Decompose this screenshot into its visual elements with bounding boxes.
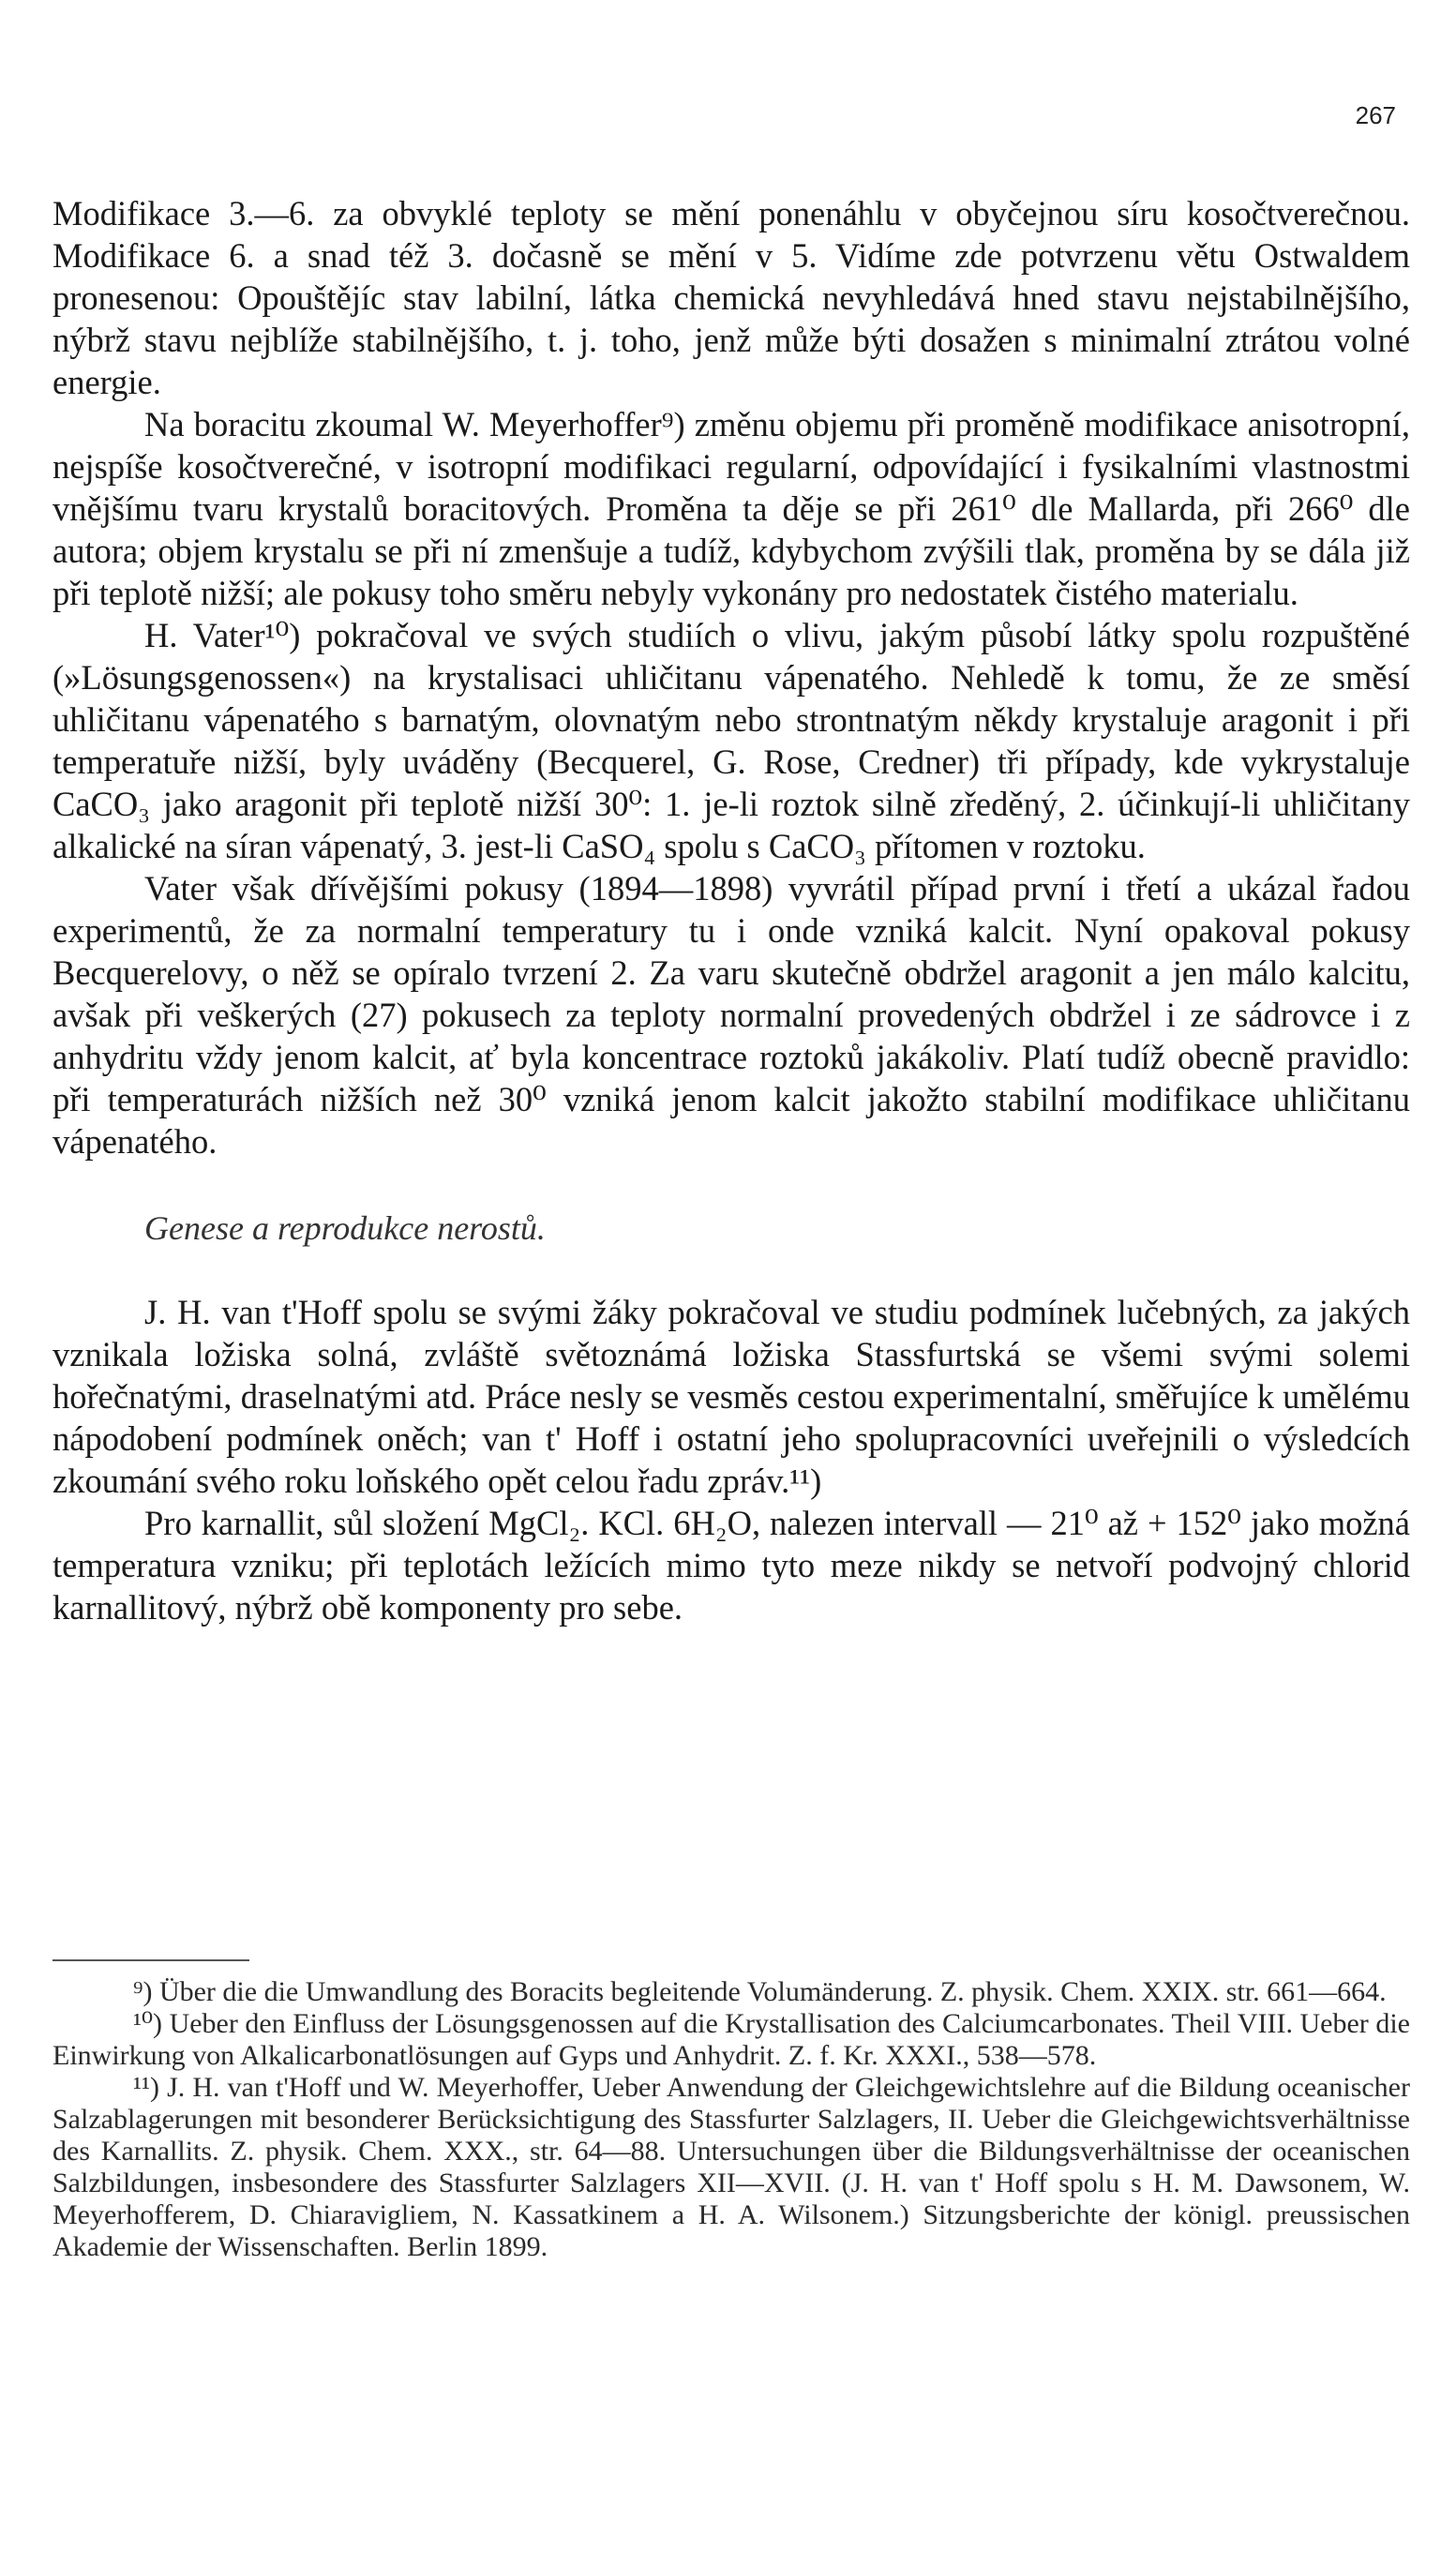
footnote-9: ⁹) Über die die Umwandlung des Boracits begleitende Volumänderung. Z. physik. Chem. XXIX. str. 661—664.: [133, 1976, 1387, 2007]
paragraph-vater-pokusy: Vater však dřívějšími pokusy (1894—1898) vyvrátil případ první i třetí a ukázal řadou experimentů, že za normalní temperatury tu i onde vzniká kalcit. Nyní opakoval pokusy Becquerelovy, o něž se opíralo tvrzení 2. Za varu skutečně obdržel aragonit a jen málo kalcitu, avšak při veškerých (27) pokusech za teploty normalní provedených obdržel i ze sádrovce i z anhydritu vždy jenom kalcit, ať byla koncentrace roztoků jakákoliv. Platí tudíž obecně pravidlo: při temperaturách nižších než 30⁰ vzniká jenom kalcit jakožto stabilní modifikace uhličitanu vápenatého.: [53, 869, 1410, 1161]
paragraph-vant-hoff: J. H. van t'Hoff spolu se svými žáky pokračoval ve studiu podmínek lučebných, za jakých vznikala ložiska solná, zvláště světoznámá ložiska Stassfurtská se všemi svými solemi hořečnatými, draselnatými atd. Práce nesly se vesměs cestou experimentalní, směřujíce k umělému nápodobení podmínek oněch; van t' Hoff i ostatní jeho spolupracovníci uveřejnili o výsledcích zkoumání svého roku loňského opět celou řadu zpráv.¹¹): [53, 1293, 1410, 1500]
footnote-11: ¹¹) J. H. van t'Hoff und W. Meyerhoffer, Ueber Anwendung der Gleichgewichtslehre auf die Bildung oceanischer Salzablagerungen mit besonderer Berücksichtigung des Stassfurter Salzlagers, II. Ueber die Gleichgewichtsverhältnisse des Karnallits. Z. physik. Chem. XXX., str. 64—88. Untersuchungen über die Bildungsverhältnisse der oceanischen Salzbildungen, insbesondere des Stassfurter Salzlagers XII—XVII. (J. H. van t' Hoff spolu s H. M. Dawsonem, W. Meyerhofferem, D. Chiaravigliem, N. Kassatkinem a H. A. Wilsonem.) Sitzungsberichte der königl. preussischen Akademie der Wissenschaften. Berlin 1899.: [53, 2072, 1410, 2262]
page-number: 267: [1355, 101, 1396, 129]
paragraph-boracit: Na boracitu zkoumal W. Meyerhoffer⁹) změnu objemu při proměně modifikace anisotropní, nejspíše kosočtverečné, v isotropní modifikaci regularní, odpovídající i fysikalními vlastnostmi vnějšímu tvaru krystalů boracitových. Proměna ta děje se při 261⁰ dle Mallarda, při 266⁰ dle autora; objem krystalu se při ní zmenšuje a tudíž, kdybychom zvýšili tlak, proměna by se dála již při teplotě nižší; ale pokusy toho směru nebyly vykonány pro nedostatek čistého materialu.: [53, 405, 1410, 612]
body-text: [53, 192, 1410, 1628]
paragraph-modifikace: Modifikace 3.—6. za obvyklé teploty se mění ponenáhlu v obyčejnou síru kosočtverečnou. Modifikace 6. a snad též 3. dočasně se mění v 5. Vidíme zde potvrzenu větu Ostwaldem pronesenou: Opouštějíc stav labilní, látka chemická nevyhledává hned stavu nejstabilnějšího, nýbrž stavu nejblíže stabilnějšího, t. j. toho, jenž může býti dosažen s minimalní ztrátou volné energie.: [53, 194, 1410, 401]
paragraph-vater: H. Vater¹⁰) pokračoval ve svých studiích o vlivu, jakým působí látky spolu rozpuštěné (»Lösungsgenossen«) na krystalisaci uhličitanu vápenatého. Nehledě k tomu, že ze směsí uhličitanu vápenatého s barnatým, olovnatým nebo strontnatým někdy krystaluje aragonit i při temperatuře nižší, byly uváděny (Becquerel, G. Rose, Credner) tři případy, kde vykrystaluje CaCO₃ jako aragonit při teplotě nižší 30⁰: 1. je-li roztok silně zředěný, 2. účinkují-li uhličitany alkalické na síran vápenatý, 3. jest-li CaSO₄ spolu s CaCO₃ přítomen v roztoku.: [53, 616, 1410, 865]
footnote-rule: [53, 1959, 249, 1961]
section-heading: Genese a reprodukce nerostů.: [144, 1209, 546, 1247]
footnote-10: ¹⁰) Ueber den Einfluss der Lösungsgenossen auf die Krystallisation des Calciumcarbonates. Theil VIII. Ueber die Einwirkung von Alkalicarbonatlösungen auf Gyps und Anhydrit. Z. f. Kr. XXXI., 538—578.: [53, 2008, 1410, 2071]
footnotes: [53, 1976, 1410, 2263]
paragraph-karnallit: Pro karnallit, sůl složení MgCl₂. KCl. 6H₂O, nalezen intervall — 21⁰ až + 152⁰ jako možná temperatura vzniku; při teplotách ležících mimo tyto meze nikdy se netvoří podvojný chlorid karnallitový, nýbrž obě komponenty pro sebe.: [53, 1504, 1410, 1627]
